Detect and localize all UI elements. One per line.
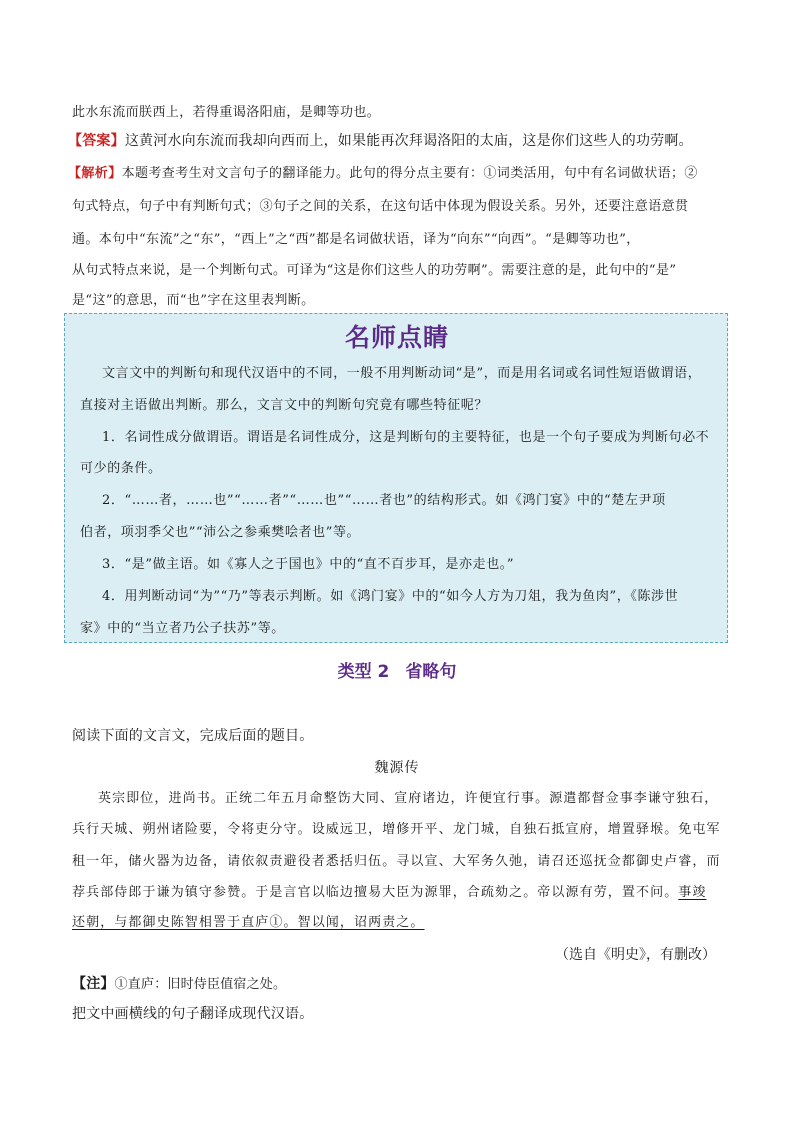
tip-line-2: 直接对主语做出判断。那么，文言文中的判断句究竟有哪些特征呢？ (80, 398, 489, 413)
note-text: ①直庐：旧时侍臣值宿之处。 (114, 977, 287, 992)
tip-line-6: 伯者，项羽季父也”“沛公之参乘樊哙者也”等。 (80, 525, 361, 540)
exercise-instruction: 阅读下面的文言文，完成后面的题目。 (72, 728, 314, 744)
annotation-note (72, 974, 724, 995)
answer-tag: 【答案】 (68, 133, 125, 149)
passage-line-4-text: 荐兵部侍郎于谦为镇守参赞。于是言官以临边擅易大臣为源罪，合疏劾之。帝以源有劳，置不问。 (72, 885, 679, 900)
passage-line-3: 租一年，储火器为边备，请依叙责避役者悉括归伍。寻以宣、大军务久弛，请召还巡抚佥都御史卢睿，而 (72, 854, 721, 869)
passage-line-4 (72, 883, 724, 903)
underlined-sentence-start: 事竣 (678, 885, 707, 900)
analysis-line-5: 是“这”的意思，而“也”字在这里表判断。 (72, 293, 315, 308)
passage-title: 魏源传 (374, 760, 420, 776)
passage-source: （选自《明史》，有删改） (555, 947, 716, 963)
underlined-sentence-end: 还朝，与都御史陈智相詈于直庐①。智以闻，诏两责之。 (72, 915, 425, 930)
analysis-line-1 (68, 164, 720, 184)
analysis-text: 本题考查考生对文言句子的翻译能力。此句的得分点主要有：①词类活用，句中有名词做状语；② (121, 166, 698, 181)
passage-line-5 (72, 913, 724, 933)
source-sentence: 此水东流而朕西上，若得重谒洛阳庙，是卿等功也。 (72, 105, 381, 120)
tip-line-4: 可少的条件。 (80, 461, 162, 476)
question-prompt: 把文中画横线的句子翻译成现代汉语。 (72, 1006, 314, 1022)
tip-line-7: 3．“是”做主语。如《寡人之于国也》中的“直不百步耳，是亦走也。” (102, 557, 515, 572)
passage-line-1: 英宗即位，进尚书。正统二年五月命整饬大同、宣府诸边，许便宜行事。源遣都督佥事李谦守独石， (98, 791, 719, 806)
passage-line-2: 兵行天城、朔州诸险要，令将吏分守。设威远卫，增修开平、龙门城，自独石抵宣府，增置驿堠。免屯军 (72, 822, 721, 837)
tip-line-9: 家》中的“当立者乃公子扶苏”等。 (80, 621, 285, 636)
section-title: 省略句 (405, 662, 457, 682)
tip-line-1: 文言文中的判断句和现代汉语中的不同，一般不用判断动词“是”，而是用名词或名词性短语做谓语， (102, 366, 702, 381)
analysis-line-2: 句式特点，句子中有判断句式；③句子之间的关系，在这句话中体现为假设关系。另外，还要注意语意贯 (72, 199, 689, 214)
note-tag: 【注】 (72, 976, 115, 992)
section-label: 类型 2 (337, 662, 390, 682)
analysis-line-4: 从句式特点来说，是一个判断句式。可译为“这是你们这些人的功劳啊”。需要注意的是，此句中的“是” (72, 263, 677, 278)
tip-line-3: 1．名词性成分做谓语。谓语是名词性成分，这是判断句的主要特征，也是一个句子要成为判断句必不 (102, 430, 710, 445)
tip-line-8: 4．用判断动词“为”“乃”等表示判断。如《鸿门宴》中的“如今人方为刀俎，我为鱼肉”，《陈涉世 (102, 589, 679, 604)
analysis-line-3: 通。本句中“东流”之“东”，“西上”之“西”都是名词做状语，译为“向东”“向西”。“是卿等功也”， (72, 232, 640, 247)
section-heading (0, 657, 794, 682)
analysis-tag: 【解析】 (68, 166, 122, 181)
answer-text: 这黄河水向东流而我却向西而上，如果能再次拜谒洛阳的太庙，这是你们这些人的功劳啊。 (124, 133, 693, 149)
tip-box-title: 名师点睛 (344, 323, 449, 352)
answer-block (68, 131, 720, 151)
tip-line-5: 2．“……者，……也”“……者”“……也”“……者也”的结构形式。如《鸿门宴》中的“楚左尹项 (102, 493, 666, 508)
